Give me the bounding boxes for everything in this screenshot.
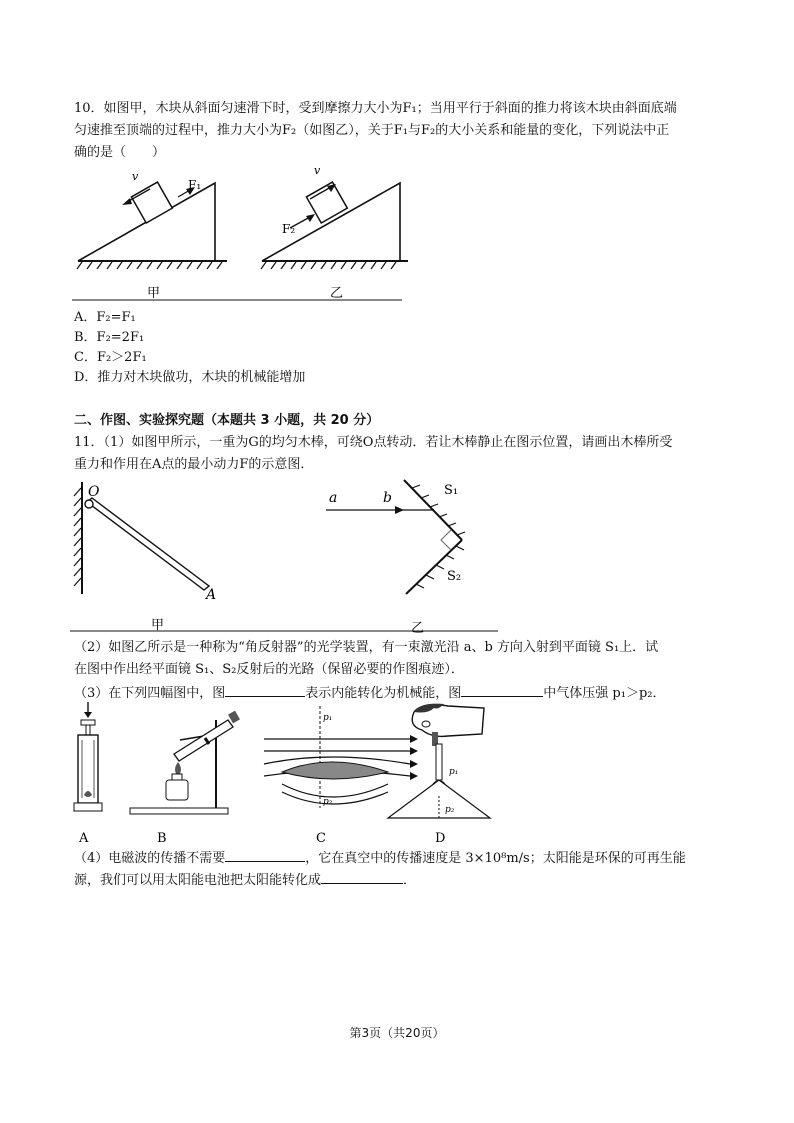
label-p2-d: p₂ bbox=[445, 805, 455, 815]
caption-jia: 甲 bbox=[147, 286, 161, 301]
q11-part4-line1 bbox=[74, 849, 686, 867]
ground-hatch-jia bbox=[77, 262, 222, 269]
label-O: O bbox=[88, 484, 100, 500]
q11-part4-text1: （4）电磁波的传播不需要 bbox=[74, 851, 226, 866]
caption-jia-2: 甲 bbox=[151, 618, 165, 633]
answer-blank-3a[interactable] bbox=[225, 684, 305, 697]
label-picture-B: B bbox=[157, 831, 167, 846]
q11-part2-line2: 在图中作出经平面镜 S₁、S₂反射后的光路（保留必要的作图痕迹）． bbox=[74, 662, 464, 677]
picture-A-piston-tube bbox=[74, 702, 102, 811]
q11-part4-text4: ． bbox=[403, 873, 417, 888]
incline-figure bbox=[72, 158, 408, 303]
label-picture-A: A bbox=[79, 831, 89, 846]
q11-part2-line1: （2）如图乙所示是一种称为“角反射器”的光学装置，有一束激光沿 a、b 方向入射到平面镜 S₁上．试 bbox=[74, 640, 659, 655]
q10-option-d: D．推力对木块做功，木块的机械能增加 bbox=[74, 370, 306, 385]
q10-option-c: C．F₂＞2F₁ bbox=[74, 350, 147, 365]
q11-part1-line2: 重力和作用在A点的最小动力F的示意图． bbox=[74, 457, 314, 472]
label-a: a bbox=[329, 490, 338, 506]
q10-text-line3: 确的是（ ） bbox=[74, 145, 166, 160]
picture-C-airfoil bbox=[264, 706, 418, 808]
label-v2: v bbox=[314, 164, 321, 177]
ground-hatch-yi bbox=[261, 262, 396, 269]
wall-hatch bbox=[74, 488, 81, 586]
q11-part4-line2 bbox=[74, 871, 416, 889]
label-p2-c: p₂ bbox=[323, 797, 333, 807]
q11-part4-text2: ，它在真空中的传播速度是 3×10⁸m/s；太阳能是环保的可再生能 bbox=[305, 851, 686, 866]
incline-jia bbox=[77, 182, 227, 269]
answer-blank-4b[interactable] bbox=[321, 871, 403, 884]
label-p1-d: p₁ bbox=[449, 767, 459, 777]
label-b: b bbox=[383, 490, 392, 506]
section2-heading: 二、作图、实验探究题（本题共 3 小题，共 20 分） bbox=[74, 413, 380, 428]
caption-yi: 乙 bbox=[330, 286, 344, 301]
page-footer: 第3页（共20页） bbox=[349, 1026, 445, 1040]
label-p1-c: p₁ bbox=[323, 713, 333, 723]
answer-blank-3b[interactable] bbox=[461, 684, 543, 697]
lever-reflector-figure bbox=[70, 472, 500, 638]
q10-option-b: B．F₂=2F₁ bbox=[74, 330, 145, 345]
label-v1: v bbox=[132, 170, 139, 183]
q11-part3-text3: 中气体压强 p₁＞p₂． bbox=[543, 686, 666, 701]
four-pictures-figure bbox=[70, 700, 510, 848]
picture-B-test-tube bbox=[130, 711, 240, 814]
q11-part4-text3: 源，我们可以用太阳能电池把太阳能转化成 bbox=[74, 873, 322, 888]
label-picture-C: C bbox=[316, 831, 326, 846]
q11-part3-text2: 表示内能转化为机械能，图 bbox=[305, 686, 462, 701]
q10-text-line2: 匀速推至顶端的过程中，推力大小为F₂（如图乙），关于F₁与F₂的大小关系和能量的变化，下列说法中正 bbox=[74, 123, 670, 138]
caption-yi-2: 乙 bbox=[411, 621, 425, 636]
picture-D-funnel-ball bbox=[388, 704, 490, 818]
q10-option-a: A．F₂=F₁ bbox=[74, 310, 136, 325]
label-picture-D: D bbox=[435, 831, 446, 846]
q10-text-line1: 10．如图甲，木块从斜面匀速滑下时，受到摩擦力大小为F₁；当用平行于斜面的推力将该木块由斜面底端 bbox=[74, 101, 677, 116]
label-S1: S₁ bbox=[444, 483, 459, 498]
label-S2: S₂ bbox=[447, 569, 462, 584]
q11-part3-text1: （3）在下列四幅图中，图 bbox=[74, 686, 226, 701]
label-A: A bbox=[206, 587, 217, 603]
q11-part1-line1: 11．（1）如图甲所示，一重为G的均匀木棒，可绕O点转动．若让木棒静止在图示位置，请画出木棒所受 bbox=[74, 435, 673, 450]
label-F2: F₂ bbox=[282, 222, 296, 236]
answer-blank-4a[interactable] bbox=[225, 849, 305, 862]
label-F1: F₁ bbox=[188, 178, 202, 192]
